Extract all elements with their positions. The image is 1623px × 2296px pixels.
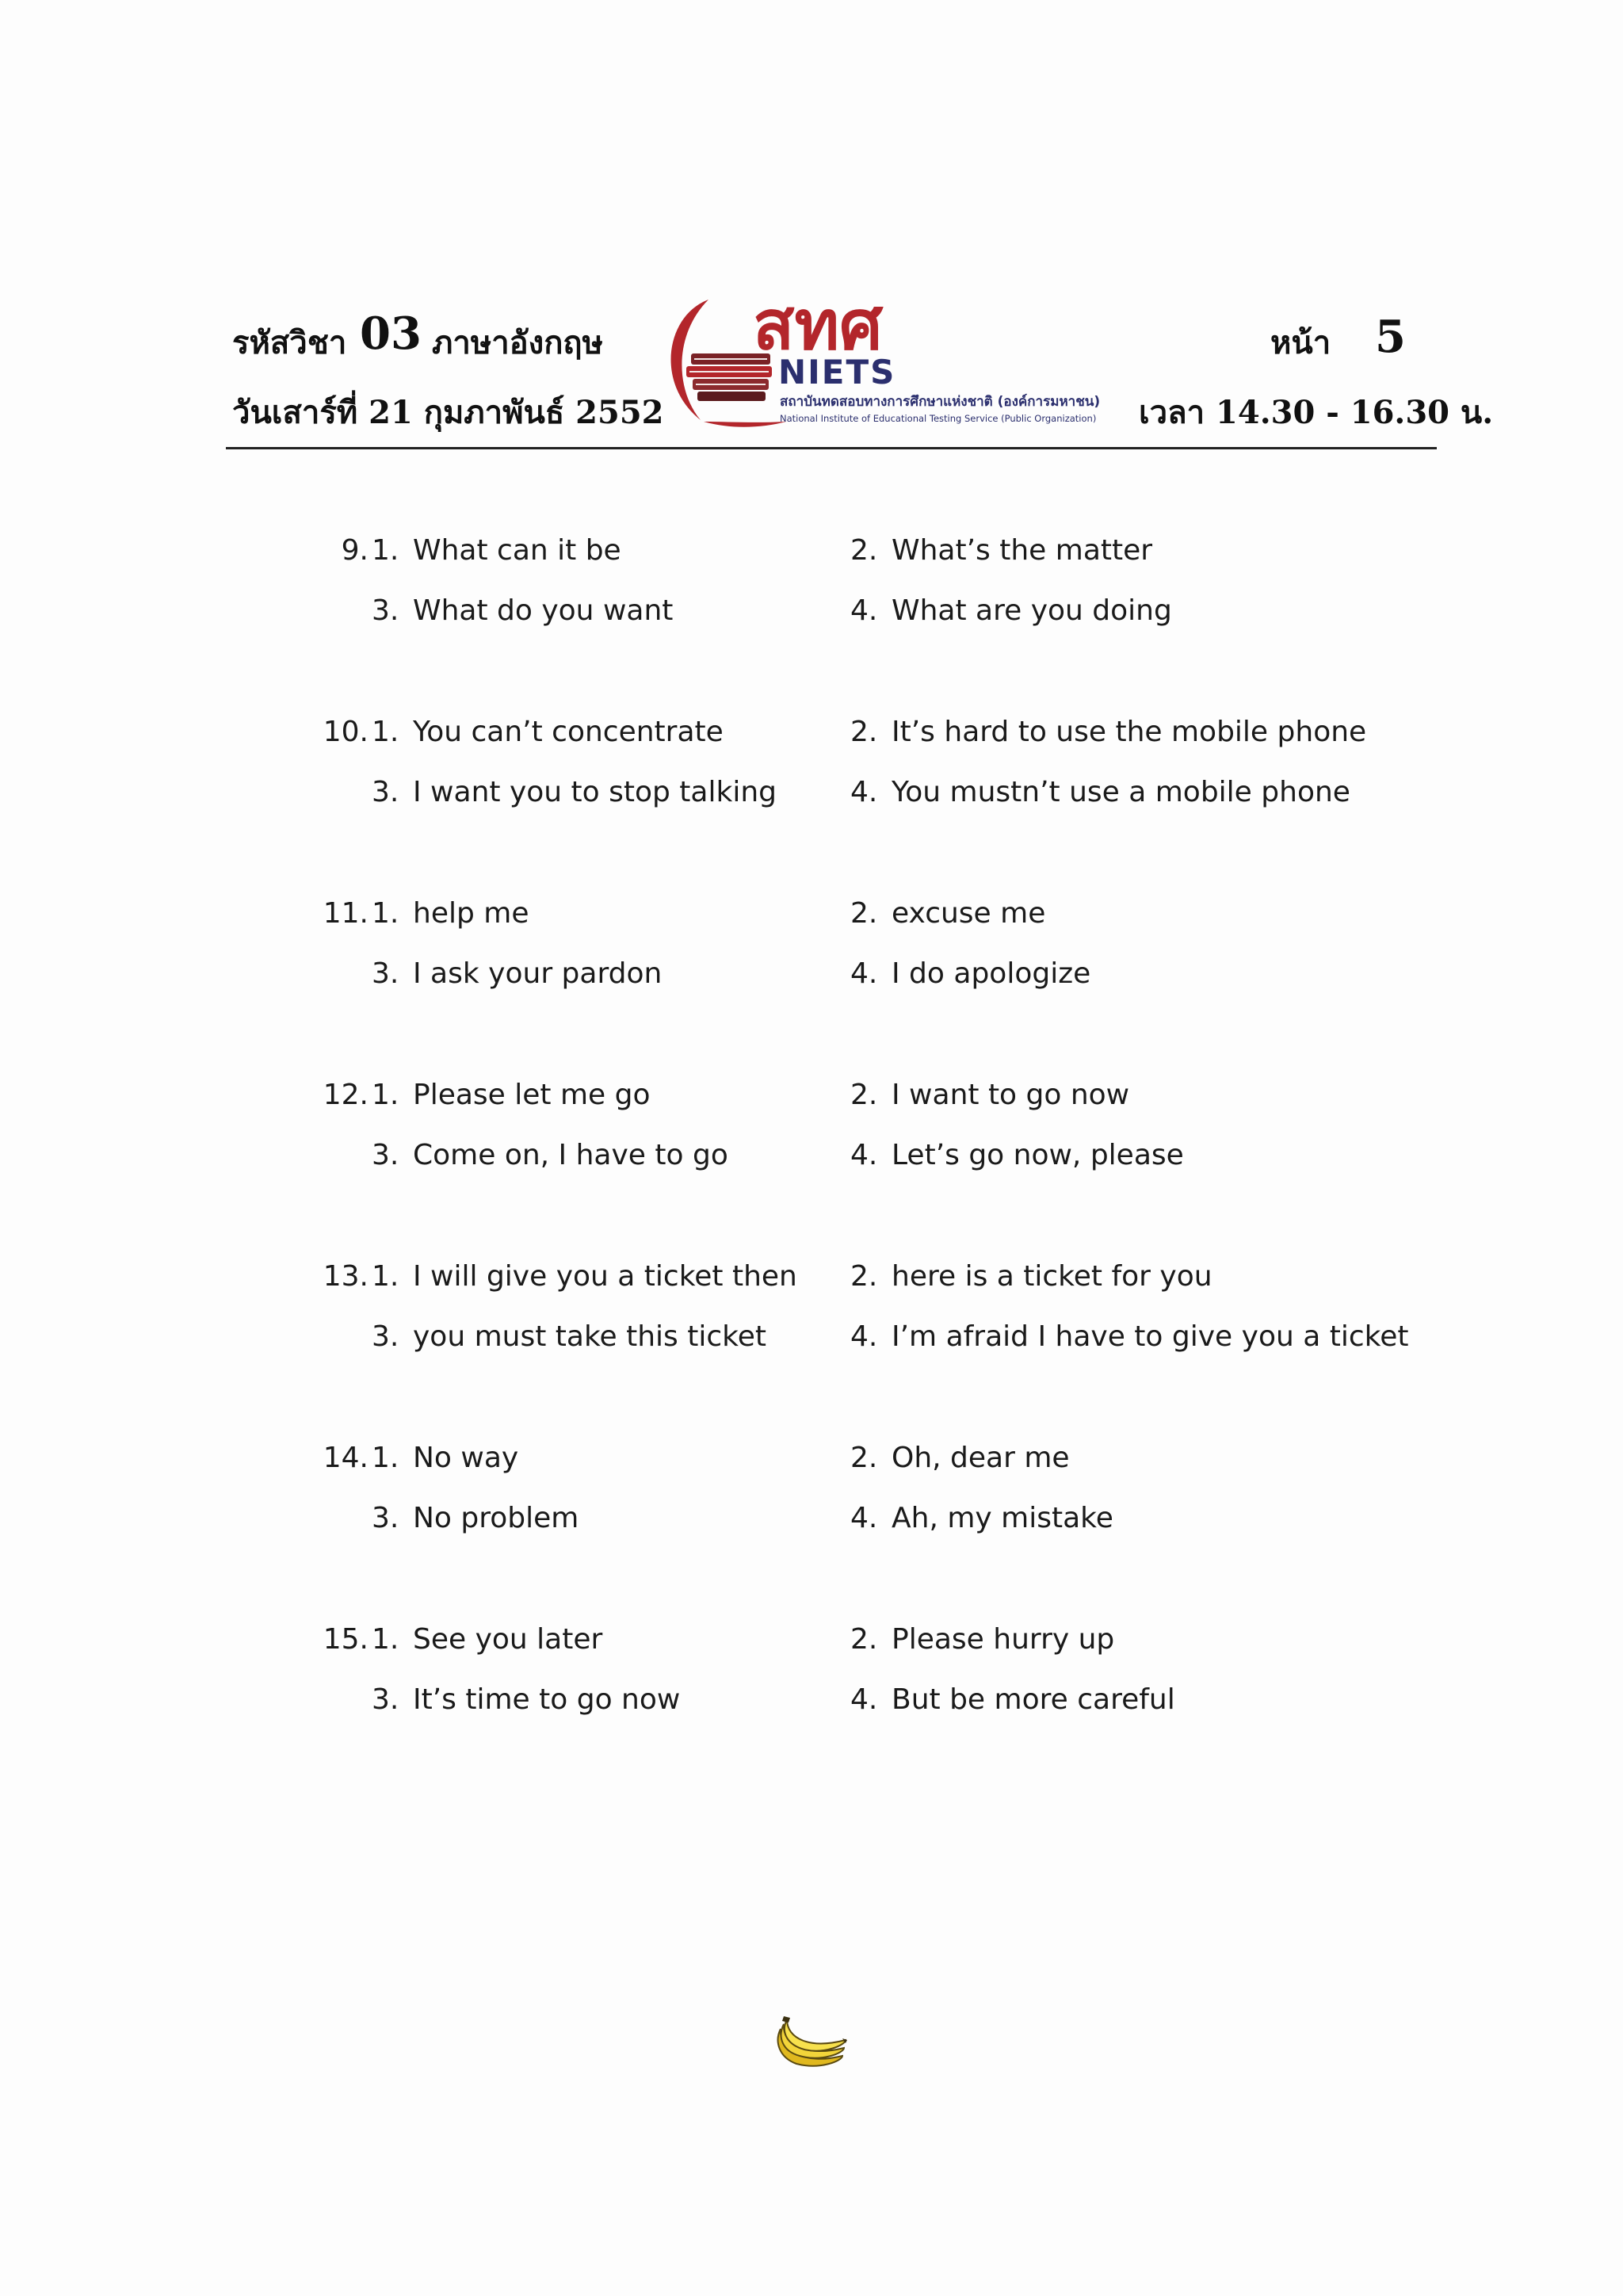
option-text: excuse me [892,897,1046,930]
option-number: 2. [850,1442,878,1474]
logo-thai-acronym: สทศ [753,295,883,365]
option-text: I will give you a ticket then [413,1260,797,1293]
answer-option-3 [372,776,777,808]
question-number: 12. [323,1079,369,1111]
option-number: 4. [850,1320,878,1353]
option-text: No problem [413,1502,579,1534]
niets-logo [659,295,1119,430]
option-number: 3. [372,1502,399,1534]
option-text: But be more careful [892,1683,1175,1716]
answer-option-1 [372,1623,602,1656]
option-text: I want you to stop talking [413,776,777,808]
answer-option-2 [850,1260,1212,1293]
answer-option-1 [372,716,724,748]
option-number: 3. [372,776,399,808]
option-text: See you later [413,1623,603,1656]
option-number: 1. [372,534,399,567]
question-item [0,716,1623,842]
option-text: What can it be [413,534,621,567]
option-text: I ask your pardon [413,957,663,990]
question-item [0,1260,1623,1387]
answer-option-4 [850,1139,1184,1171]
question-number: 11. [323,897,369,930]
question-number: 9. [341,534,369,567]
logo-acronym: NIETS [778,353,896,392]
subject-code: 03 [360,308,422,360]
option-text: You mustn’t use a mobile phone [892,776,1350,808]
answer-option-1 [372,1260,797,1293]
answer-option-2 [850,716,1366,748]
option-number: 1. [372,1623,399,1656]
option-text: Ah, my mistake [892,1502,1113,1534]
answer-option-1 [372,897,529,930]
option-number: 2. [850,1623,878,1656]
option-number: 3. [372,1320,399,1353]
answer-option-4 [850,1320,1408,1353]
answer-option-2 [850,1442,1070,1474]
logo-thai-name: สถาบันทดสอบทางการศึกษาแห่งชาติ (องค์การมหาชน) [780,394,1101,410]
answer-option-3 [372,1683,680,1716]
option-number: 4. [850,1139,878,1171]
page-label: หน้า [1270,324,1331,361]
answer-option-3 [372,1502,579,1534]
option-text: Come on, I have to go [413,1139,728,1171]
option-number: 4. [850,957,878,990]
question-item [0,1079,1623,1205]
question-item [0,897,1623,1024]
question-number: 10. [323,716,369,748]
subject-name: ภาษาอังกฤษ [432,324,604,361]
answer-option-3 [372,1320,766,1353]
question-number: 13. [323,1260,369,1293]
option-number: 1. [372,1260,399,1293]
option-number: 4. [850,1502,878,1534]
answer-option-2 [850,534,1152,567]
header-divider [226,447,1437,449]
option-number: 2. [850,897,878,930]
question-number: 14. [323,1442,369,1474]
option-number: 2. [850,1079,878,1111]
question-item [0,1442,1623,1568]
option-text: I’m afraid I have to give you a ticket [892,1320,1409,1353]
question-item [0,534,1623,661]
answer-option-2 [850,1079,1129,1111]
answer-option-4 [850,594,1172,627]
option-number: 3. [372,1139,399,1171]
question-number: 15. [323,1623,369,1656]
answer-option-4 [850,1502,1113,1534]
banana-icon [773,2013,849,2072]
logo-english-name: National Institute of Educational Testing Service (Public Organization) [780,413,1097,424]
option-text: No way [413,1442,519,1474]
answer-option-1 [372,1079,651,1111]
option-text: Let’s go now, please [892,1139,1184,1171]
option-number: 2. [850,716,878,748]
option-number: 1. [372,1442,399,1474]
option-text: It’s hard to use the mobile phone [892,716,1367,748]
option-text: you must take this ticket [413,1320,766,1353]
answer-option-4 [850,957,1090,990]
answer-option-3 [372,594,673,627]
answer-option-4 [850,1683,1175,1716]
answer-option-2 [850,1623,1114,1656]
option-number: 3. [372,1683,399,1716]
option-text: It’s time to go now [413,1683,681,1716]
option-text: You can’t concentrate [413,716,724,748]
option-text: here is a ticket for you [892,1260,1212,1293]
answer-option-3 [372,1139,728,1171]
answer-option-2 [850,897,1045,930]
option-text: help me [413,897,529,930]
answer-option-4 [850,776,1350,808]
option-number: 1. [372,1079,399,1111]
option-number: 3. [372,594,399,627]
option-text: Oh, dear me [892,1442,1070,1474]
exam-time: เวลา 14.30 - 16.30 น. [1139,394,1494,431]
option-text: What’s the matter [892,534,1153,567]
option-number: 3. [372,957,399,990]
option-text: What do you want [413,594,674,627]
option-number: 4. [850,594,878,627]
option-number: 1. [372,716,399,748]
answer-option-1 [372,1442,518,1474]
option-text: I do apologize [892,957,1091,990]
option-text: Please let me go [413,1079,651,1111]
exam-date: วันเสาร์ที่ 21 กุมภาพันธ์ 2552 [232,394,664,431]
subject-code-label: รหัสวิชา [232,324,347,361]
option-number: 4. [850,1683,878,1716]
page-number: 5 [1375,311,1406,363]
option-number: 2. [850,1260,878,1293]
option-text: I want to go now [892,1079,1130,1111]
option-number: 4. [850,776,878,808]
option-text: What are you doing [892,594,1172,627]
answer-option-3 [372,957,662,990]
option-number: 2. [850,534,878,567]
question-item [0,1623,1623,1750]
option-text: Please hurry up [892,1623,1115,1656]
answer-option-1 [372,534,621,567]
option-number: 1. [372,897,399,930]
